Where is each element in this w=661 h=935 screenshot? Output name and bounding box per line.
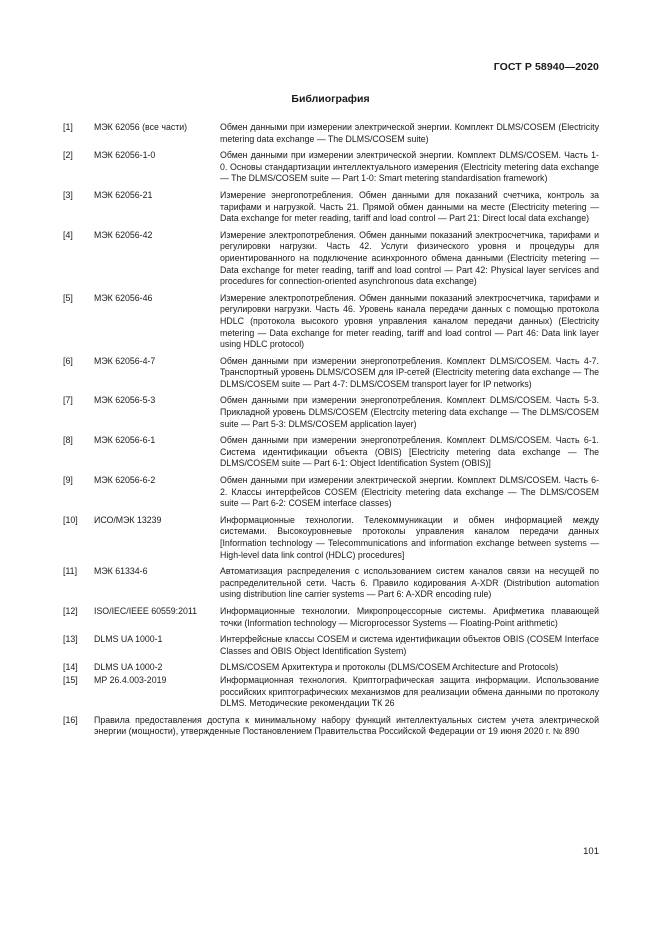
bib-number: [6]: [63, 355, 73, 366]
bib-entry-2: [63, 150, 599, 185]
bibliography-list: [63, 122, 599, 743]
bib-entry-8: [63, 435, 599, 470]
bib-description: Информационная технология. Криптографическая защита информации. Использование российских криптографических механизмов для реализации обмена данными по протоколу DLMS. Методические рекомендации ТК 26: [220, 674, 599, 709]
bib-reference: DLMS UA 1000-1: [94, 634, 163, 645]
bib-entry-6: [63, 356, 599, 391]
bib-number: [8]: [63, 435, 73, 446]
bib-reference: МЭК 62056-6-1: [94, 435, 156, 446]
bib-description: Обмен данными при измерении электрической энергии. Комплект DLMS/COSEM. Часть 1-0. Основы стандартизации интеллектуального измерения (Electricity metering data exchange — The DLMS/COSEM suite — Part 1-0: Smart metering standardisation framework): [220, 150, 599, 184]
bib-entry-13: [63, 634, 599, 657]
bib-number: [13]: [63, 634, 78, 645]
bib-reference: МЭК 61334-6: [94, 566, 148, 577]
bib-description: Измерение электропотребления. Обмен данными показаний электросчетчика, тарифами и регулировки нагрузки. Часть 42. Услуги физического уровня и процедуры для ориентированного на подключение асинхронного обмена данными (Electricity metering — Data exchange for meter reading, tariff and load control — Part 42: Physical layer services and procedures for connection-oriented asynchronous data exchange): [220, 229, 599, 287]
bib-entry-16: [63, 715, 599, 738]
bib-number: [11]: [63, 566, 78, 577]
bib-number: [4]: [63, 229, 73, 240]
bib-entry-10: [63, 515, 599, 561]
bib-entry-9: [63, 475, 599, 510]
bib-entry-11: [63, 566, 599, 601]
bib-reference: МЭК 62056-4-7: [94, 355, 156, 366]
bib-entry-12: [63, 606, 599, 629]
bib-description: Информационные технологии. Микропроцессорные системы. Арифметика плавающей точки (Information technology — Microprocessor Systems — Floating-Point arithmetic): [220, 605, 599, 628]
bib-entry-3: [63, 190, 599, 225]
bib-description: Обмен данными при измерении энергопотребления. Комплект DLMS/COSEM. Часть 6-1. Система идентификации объекта (OBIS) [Electricity metering data exchange — The DLMS/COSEM suite — Part 6-1: Object Identification System (OBIS)]: [220, 435, 599, 469]
bib-number: [7]: [63, 395, 73, 406]
bib-description: DLMS/COSEM Архитектура и протоколы (DLMS/COSEM Architecture and Protocols): [220, 662, 559, 673]
bib-number: [2]: [63, 150, 73, 161]
bib-reference: МР 26.4.003-2019: [94, 674, 167, 685]
bib-number: [1]: [63, 122, 73, 132]
bib-entry-1: [63, 122, 599, 145]
bib-reference: МЭК 62056-5-3: [94, 395, 156, 406]
bib-entry-7: [63, 395, 599, 430]
bib-reference: МЭК 62056 (все части): [94, 122, 188, 132]
bib-number: [5]: [63, 292, 73, 303]
bib-number: [14]: [63, 662, 78, 673]
bib-description: Измерение электропотребления. Обмен данными показаний электросчетчика, тарифами и регулировки нагрузки. Часть 46. Уровень канала передачи данных с помощью протокола HDLC (протокола высокого уровня управления каналом передачи данных) (Electricity metering — Data exchange for meter reading, tariff and load control — Part 46: Data link layer using HDLC protocol): [220, 292, 599, 350]
bib-description: Обмен данными при измерении энергопотребления. Комплект DLMS/COSEM. Часть 5-3. Прикладной уровень DLMS/COSEM (Electrcity metering data exchange — The DLMS/COSEM suite — Part 5-3: DLMS/COSEM application layer): [220, 395, 599, 429]
bib-description: Информационные технологии. Телекоммуникации и обмен информацией между системами. Высокоуровневые протоколы управления каналом передачи данных [Information technology — Telecommunications and information exchange between systems — High-level data link control (HDLC) procedures]: [220, 514, 599, 560]
standard-code: ГОСТ Р 58940—2020: [493, 61, 599, 73]
bib-entry-14: [63, 662, 599, 674]
page-title: Библиография: [291, 93, 370, 105]
bib-description: Измерение энергопотребления. Обмен данными для показаний счетчика, контроль за тарифами и нагрузкой. Часть 21. Прямой обмен данными на месте (Electricity metering — Data exchange for meter reading, tariff and load control — Part 21: Direct local data exchange): [220, 189, 599, 224]
bib-reference: ISO/IEC/IEEE 60559:2011: [94, 605, 198, 616]
bib-description: Правила предоставления доступа к минимальному набору функций интеллектуальных систем учета электрической энергии (мощности), утвержденные Постановлением Правительства Российской Федерации от 19 июня 2020 г. № 890: [94, 714, 599, 737]
bib-reference: DLMS UA 1000-2: [94, 662, 163, 673]
bib-description: Обмен данными при измерении энергопотребления. Комплект DLMS/COSEM. Часть 4-7. Транспортный уровень DLMS/COSEM для IP-сетей (Electricity metering data exchange — The DLMS/COSEM suite — Part 4-7: DLMS/COSEM transport layer for IP networks): [220, 355, 599, 389]
bib-reference: МЭК 62056-46: [94, 292, 153, 303]
bib-reference: ИСО/МЭК 13239: [94, 514, 162, 525]
bib-description: Автоматизация распределения с использованием систем каналов связи на несущей по распределительной сети. Часть 6. Правило кодирования A-XDR (Distribution automation using distribution line carrier systems — Part 6: A-XDR encoding rule): [220, 566, 599, 600]
bib-entry-4: [63, 230, 599, 288]
bib-number: [10]: [63, 514, 78, 525]
bib-number: [16]: [63, 714, 78, 725]
page-number: 101: [583, 846, 599, 857]
bib-entry-15: [63, 675, 599, 710]
bib-number: [9]: [63, 475, 73, 486]
bib-number: [15]: [63, 674, 78, 685]
bib-description: Обмен данными при измерении электрической энергии. Комплект DLMS/COSEM (Electricity metering data exchange — The DLMS/COSEM suite): [220, 122, 599, 144]
bib-description: Обмен данными при измерении электрической энергии. Комплект DLMS/COSEM. Часть 6-2. Классы интерфейсов COSEM (Electricity metering data exchange — The DLMS/COSEM suite — Part 6-2: COSEM interface classes): [220, 475, 599, 509]
bib-reference: МЭК 62056-1-0: [94, 150, 156, 161]
bib-reference: МЭК 62056-6-2: [94, 475, 156, 486]
bib-entry-5: [63, 293, 599, 351]
bib-description: Интерфейсные классы COSEM и система идентификации объектов OBIS (COSEM Interface Classes and OBIS Object Identification System): [220, 634, 599, 656]
bib-reference: МЭК 62056-42: [94, 229, 153, 240]
bib-number: [3]: [63, 189, 73, 200]
bib-number: [12]: [63, 605, 78, 616]
bib-reference: МЭК 62056-21: [94, 189, 153, 200]
